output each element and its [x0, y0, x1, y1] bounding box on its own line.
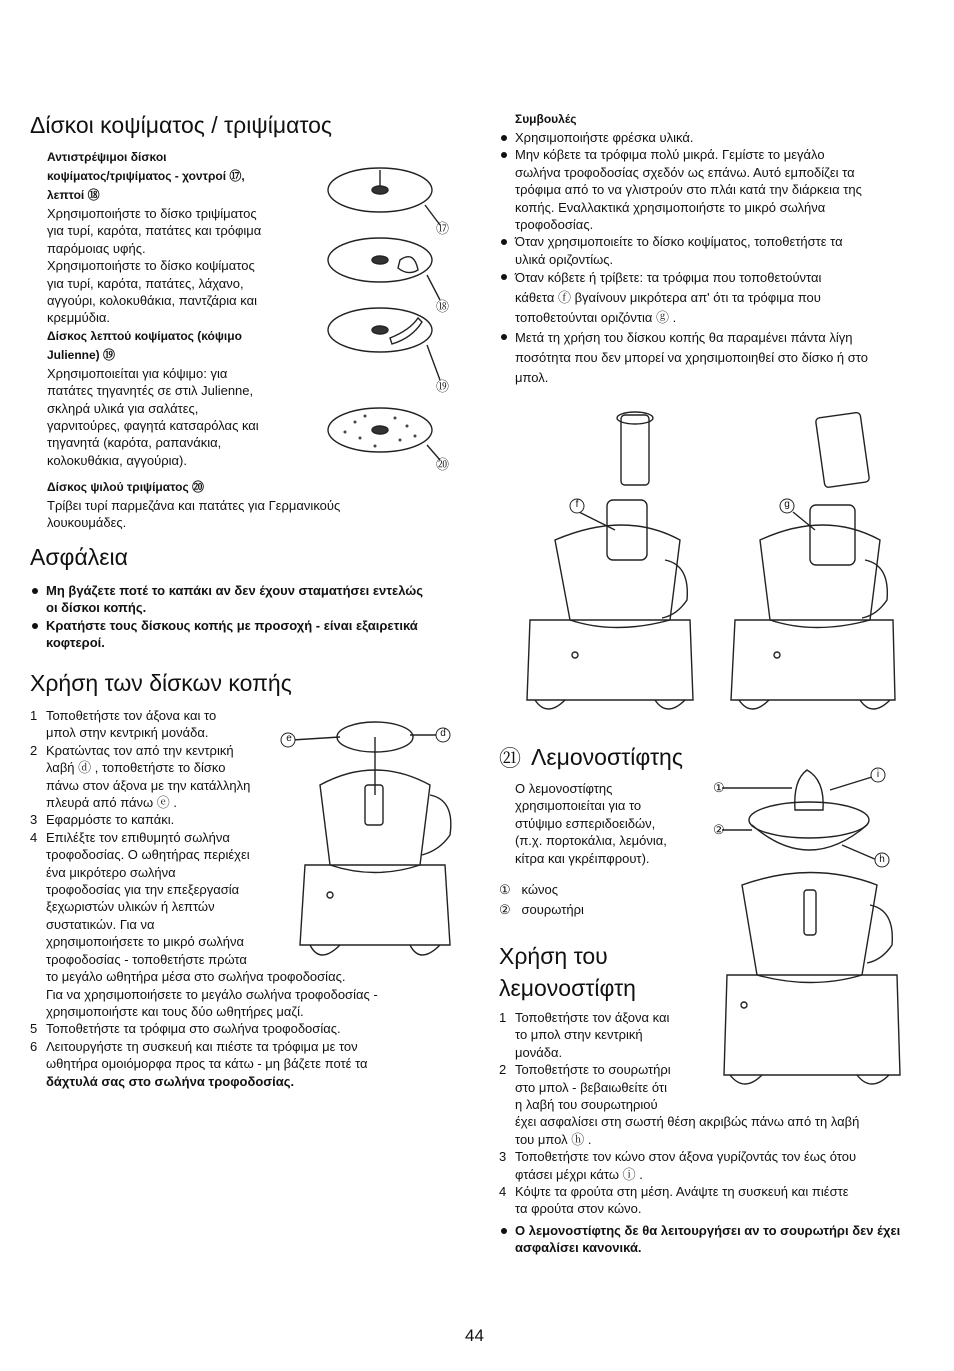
safety-item: [30, 582, 470, 617]
juicer-label-2: ②: [713, 822, 725, 837]
label-17: ⑰: [436, 221, 450, 236]
step-number: 2: [499, 1062, 507, 1078]
line: τροφοδοσίας. Ο ωθητήρας περιέχει: [46, 847, 250, 863]
rev-text-6: κρεμμύδια.: [47, 310, 111, 326]
line: Τοποθετήστε τον άξονα και: [515, 1010, 670, 1025]
safety-item-0-line-1: οι δίσκοι κοπής.: [46, 600, 147, 616]
line: σωλήνα τροφοδοσίας σχεδόν ως επάνω. Αυτό εμποδίζει τα: [515, 164, 855, 180]
tips-title: Συμβουλές: [515, 112, 577, 126]
line: Ο λεμονοστίφτης: [515, 781, 613, 796]
step-number: 3: [30, 812, 38, 828]
line: κίτρα και γκρέιπφρουτ).: [515, 850, 650, 866]
page-number: 44: [465, 1326, 484, 1345]
line: συστατικών. Για να: [46, 916, 155, 932]
line: τα φρούτα στον κώνο.: [515, 1201, 642, 1217]
line: τοποθετούνται οριζόντια ⓖ .: [515, 310, 677, 326]
tip-item: [499, 268, 929, 328]
label-g: g: [784, 499, 790, 510]
line: Όταν χρησιμοποιείτε το δίσκο κοψίματος, τοποθετήστε τα: [515, 234, 843, 250]
safety-item: [30, 617, 470, 652]
line: πάνω στον άξονα με την κατάλληλη: [46, 777, 251, 793]
step-number: 4: [30, 829, 38, 845]
rev-text-5: αγγούρι, κολοκυθάκια, παντζάρια και: [47, 293, 257, 309]
step-number: 3: [499, 1149, 507, 1165]
label-18: ⑱: [436, 299, 450, 314]
label-20: ⑳: [436, 457, 450, 472]
line: το μπολ στην κεντρική: [515, 1027, 643, 1043]
use-juicer-title-line-2: λεμονοστίφτη: [499, 975, 636, 1001]
step-number: 1: [30, 708, 38, 723]
line: Τοποθετήστε τα τρόφιμα στο σωλήνα τροφοδοσίας.: [46, 1021, 341, 1037]
rev-text-3: Χρησιμοποιήστε το δίσκο κοψίματος: [47, 258, 255, 274]
line: (π.χ. πορτοκάλια, λεμόνια,: [515, 833, 667, 849]
line: ένα μικρότερο σωλήνα: [46, 864, 176, 880]
discs-title: Δίσκοι κοψίματος / τριψίματος: [30, 112, 333, 138]
tips-list: [499, 129, 929, 388]
line: Μετά τη χρήση του δίσκου κοπής θα παραμένει πάντα λίγη: [515, 330, 853, 346]
line: Για να χρησιμοποιήσετε το μεγάλο σωλήνα τροφοδοσίας -: [46, 986, 378, 1002]
line: μπολ.: [515, 370, 549, 386]
rev-text-4: για τυρί, καρότα, πατάτες, λάχανο,: [47, 275, 244, 291]
label-d: d: [440, 728, 446, 739]
reversible-discs-heading-1: Αντιστρέψιμοι δίσκοι: [47, 150, 167, 164]
line: η λαβή του σουρωτηριού: [515, 1097, 658, 1113]
line: πλευρά από πάνω ⓔ .: [46, 795, 178, 811]
reversible-discs-section: [47, 148, 317, 469]
tip-item: [499, 129, 929, 146]
juicer-number: ㉑: [499, 746, 522, 771]
juicer-description: [515, 780, 715, 867]
line: ποσότητα που δεν μπορεί να χρησιμοποιηθεί στο δίσκο ή στο: [515, 350, 868, 366]
part-cone: [499, 880, 584, 900]
line: λαβή ⓓ , τοποθετήστε το δίσκο: [46, 760, 226, 776]
label-19: ⑲: [436, 379, 450, 394]
julienne-heading-1: Δίσκος λεπτού κοψίματος (κόψιμο: [47, 328, 242, 343]
line: Εφαρμόστε το καπάκι.: [46, 812, 175, 828]
line: υλικά οριζοντίως.: [515, 251, 614, 267]
fine-grating-heading: Δίσκος ψιλού τριψίματος ⑳: [47, 480, 205, 494]
juicer-heading: [499, 742, 683, 773]
step-number: 4: [499, 1184, 507, 1200]
line: ωθητήρα ομοιόμορφα προς τα κάτω - μη βάζετε ποτέ τα: [46, 1056, 368, 1072]
label-e: e: [286, 733, 292, 744]
tips-section: [499, 110, 929, 388]
juicer-step-2: [499, 1061, 919, 1148]
line: το μεγάλο ωθητήρα μέσα στο σωλήνα τροφοδοσίας.: [46, 969, 346, 985]
step-number: 5: [30, 1021, 38, 1037]
reversible-discs-heading-2: κοψίματος/τριψίματος - χοντροί ⑰,: [47, 169, 245, 183]
line: τροφοδοσίας - τοποθετήστε πρώτα: [46, 951, 247, 967]
warning-item: [499, 1222, 929, 1257]
safety-item-1-line-0: Κρατήστε τους δίσκους κοπής με προσοχή - είναι εξαιρετικά: [46, 617, 418, 633]
juicer-title: Λεμονοστίφτης: [531, 743, 683, 770]
step-number: 1: [499, 1010, 507, 1025]
line: χρησιμοποιήστε και τους δύο ωθητήρες μαζί.: [46, 1003, 304, 1019]
line: κοπής. Εναλλακτικά χρησιμοποιήστε το μικρό σωλήνα: [515, 199, 826, 215]
tip-item: [499, 233, 929, 268]
juicer-step-1: [499, 1009, 919, 1061]
line: του μπολ ⓗ .: [515, 1131, 592, 1147]
reversible-discs-heading-3: λεπτοί ⑱: [47, 188, 100, 202]
line: φτάσει μέχρι κάτω ⓘ .: [515, 1166, 643, 1182]
line: Χρησιμοποιήστε φρέσκα υλικά.: [515, 130, 694, 145]
processor-disc-illustration: [280, 715, 465, 965]
line: Επιλέξτε τον επιθυμητό σωλήνα: [46, 829, 230, 845]
safety-item-0-line-0: Μη βγάζετε ποτέ το καπάκι αν δεν έχουν σταματήσει εντελώς: [46, 583, 424, 598]
step-6: [30, 1038, 450, 1090]
jul-text-3: γαρνιτούρες, φαγητά κατσαρόλας και: [47, 418, 259, 434]
line: Ο λεμονοστίφτης δε θα λειτουργήσει αν το σουρωτήρι δεν έχει: [515, 1223, 901, 1238]
part-label: σουρωτήρι: [521, 902, 584, 917]
juicer-step-4: [499, 1183, 919, 1218]
line: Κόψτε τα φρούτα στη μέση. Ανάψτε τη συσκευή και πιέστε: [515, 1184, 849, 1200]
juicer-warning: [499, 1222, 929, 1257]
use-discs-title: Χρήση των δίσκων κοπής: [30, 670, 292, 696]
part-number: ②: [499, 902, 511, 917]
line: χρησιμοποιήσετε το μικρό σωλήνα: [46, 934, 244, 950]
line: κάθετα ⓕ βγαίνουν μικρότερα απ' ότι τα τρόφιμα που: [515, 290, 821, 306]
line: Λειτουργήστε τη συσκευή και πιέστε τα τρόφιμα με τον: [46, 1038, 358, 1054]
jul-text-0: Χρησιμοποιείται για κόψιμο: για: [47, 365, 228, 381]
safety-title: Ασφάλεια: [30, 544, 128, 570]
juicer-parts: [499, 880, 584, 920]
line: ξεχωριστών υλικών ή λεπτών: [46, 899, 215, 915]
part-sieve: [499, 900, 584, 920]
step-5: [30, 1020, 450, 1037]
line: ασφαλίσει κανονικά.: [515, 1240, 642, 1256]
step-number: 2: [30, 742, 38, 758]
juicer-label-i: i: [876, 769, 880, 780]
part-number: ①: [499, 882, 511, 897]
line: Όταν κόβετε ή τρίβετε: τα τρόφιμα που τοποθετούνται: [515, 270, 822, 286]
juicer-label-1: ①: [713, 780, 725, 795]
label-f: f: [575, 499, 579, 510]
line: στο μπολ - βεβαιωθείτε ότι: [515, 1079, 667, 1095]
line: τρόφιμα από το να γλιστρούν στο πλάι κατά την διάρκεια της: [515, 182, 862, 198]
rev-text-0: Χρησιμοποιήστε το δίσκο τριψίματος: [47, 206, 257, 221]
line: Μην κόβετε τα τρόφιμα πολύ μικρά. Γεμίστε το μεγάλο: [515, 147, 825, 163]
line: Κρατώντας τον από την κεντρική: [46, 742, 234, 758]
use-juicer-title-line-1: Χρήση του: [499, 943, 608, 969]
line: δάχτυλά σας στο σωλήνα τροφοδοσίας.: [46, 1073, 295, 1089]
juicer-step-3: [499, 1148, 919, 1183]
tip-item: [499, 328, 929, 388]
juicer-label-h: h: [879, 854, 885, 865]
line: Τοποθετήστε τον άξονα και το: [46, 708, 217, 723]
line: μονάδα.: [515, 1044, 563, 1060]
safety-item-1-line-1: κοφτεροί.: [46, 635, 105, 651]
line: έχει ασφαλίσει στη σωστή θέση ακριβώς πάνω από τη λαβή: [515, 1114, 860, 1130]
feed-tube-illustration: [515, 410, 905, 720]
safety-list: [30, 582, 470, 652]
part-label: κώνος: [521, 882, 558, 897]
line: μπολ στην κεντρική μονάδα.: [46, 725, 209, 741]
use-juicer-title: [499, 940, 636, 1004]
fine-text-0: Τρίβει τυρί παρμεζάνα και πατάτες για Γερμανικούς: [47, 498, 341, 513]
tip-item: [499, 146, 929, 233]
line: Τοποθετήστε το σουρωτήρι: [515, 1062, 671, 1078]
fine-grating-section: [47, 478, 427, 532]
use-juicer-steps: [499, 1009, 919, 1218]
fine-text-1: λουκουμάδες.: [47, 515, 127, 531]
jul-text-1: πατάτες τηγανητές σε στιλ Julienne,: [47, 383, 254, 399]
line: τροφοδοσίας για την επεξεργασία: [46, 882, 240, 898]
jul-text-5: κολοκυθάκια, αγγούρια).: [47, 452, 187, 468]
line: τροφοδοσίας.: [515, 217, 594, 233]
rev-text-2: παρόμοιας υφής.: [47, 240, 146, 256]
line: χρησιμοποιείται για το: [515, 798, 642, 814]
julienne-heading-2: Julienne) ⑲: [47, 347, 116, 362]
step-number: 6: [30, 1038, 38, 1054]
line: Τοποθετήστε τον κώνο στον άξονα γυρίζοντάς τον έως ότου: [515, 1149, 857, 1165]
line: στύψιμο εσπεριδοειδών,: [515, 815, 656, 831]
discs-illustration: [315, 160, 465, 480]
rev-text-1: για τυρί, καρότα, πατάτες και τρόφιμα: [47, 223, 262, 239]
jul-text-4: τηγανητά (καρότα, ραπανάκια,: [47, 435, 222, 451]
jul-text-2: σκληρά υλικά για σαλάτες,: [47, 400, 199, 416]
